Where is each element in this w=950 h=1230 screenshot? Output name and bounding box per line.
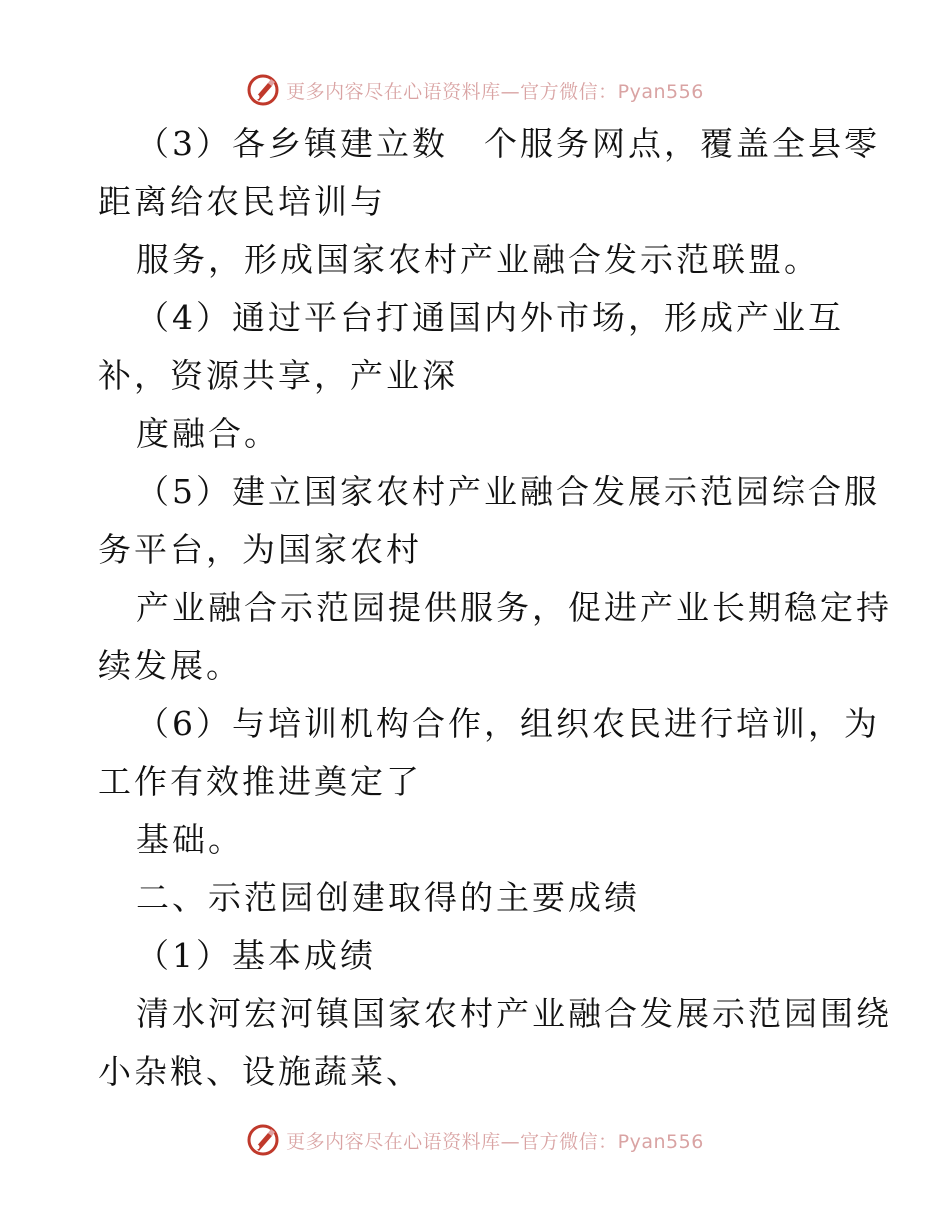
paragraph-line: （5）建立国家农村产业融合发展示范园综合服: [136, 472, 880, 511]
pen-seal-logo-icon: [246, 1123, 280, 1157]
watermark-text: 更多内容尽在心语资料库—官方微信：Pyan556: [286, 80, 704, 103]
paragraph-line: （6）与培训机构合作，组织农民进行培训，为: [136, 704, 880, 743]
footer-watermark: [0, 1120, 950, 1160]
paragraph-line: （3）各乡镇建立数 个服务网点，覆盖全县零: [136, 124, 880, 163]
paragraph-line: 工作有效推进奠定了: [98, 762, 422, 801]
paragraph-line: （4）通过平台打通国内外市场，形成产业互: [136, 298, 844, 337]
paragraph-line: 服务，形成国家农村产业融合发示范联盟。: [136, 240, 820, 279]
paragraph-line: 清水河宏河镇国家农村产业融合发展示范园围绕: [136, 994, 892, 1033]
paragraph-line: 产业融合示范园提供服务，促进产业长期稳定持: [136, 588, 892, 627]
header-watermark: [0, 70, 950, 110]
paragraph-line: 务平台，为国家农村: [98, 530, 422, 569]
paragraph-line: 小杂粮、设施蔬菜、: [98, 1052, 422, 1091]
watermark-text: 更多内容尽在心语资料库—官方微信：Pyan556: [286, 1130, 704, 1153]
paragraph-line: 续发展。: [98, 646, 242, 685]
paragraph-line: 基础。: [136, 820, 244, 859]
paragraph-line: 距离给农民培训与: [98, 182, 386, 221]
paragraph-line: 补，资源共享，产业深: [98, 356, 458, 395]
section-heading: 二、示范园创建取得的主要成绩: [136, 878, 640, 917]
subsection-heading: （1）基本成绩: [136, 936, 376, 975]
pen-seal-logo-icon: [246, 73, 280, 107]
paragraph-line: 度融合。: [136, 414, 280, 453]
